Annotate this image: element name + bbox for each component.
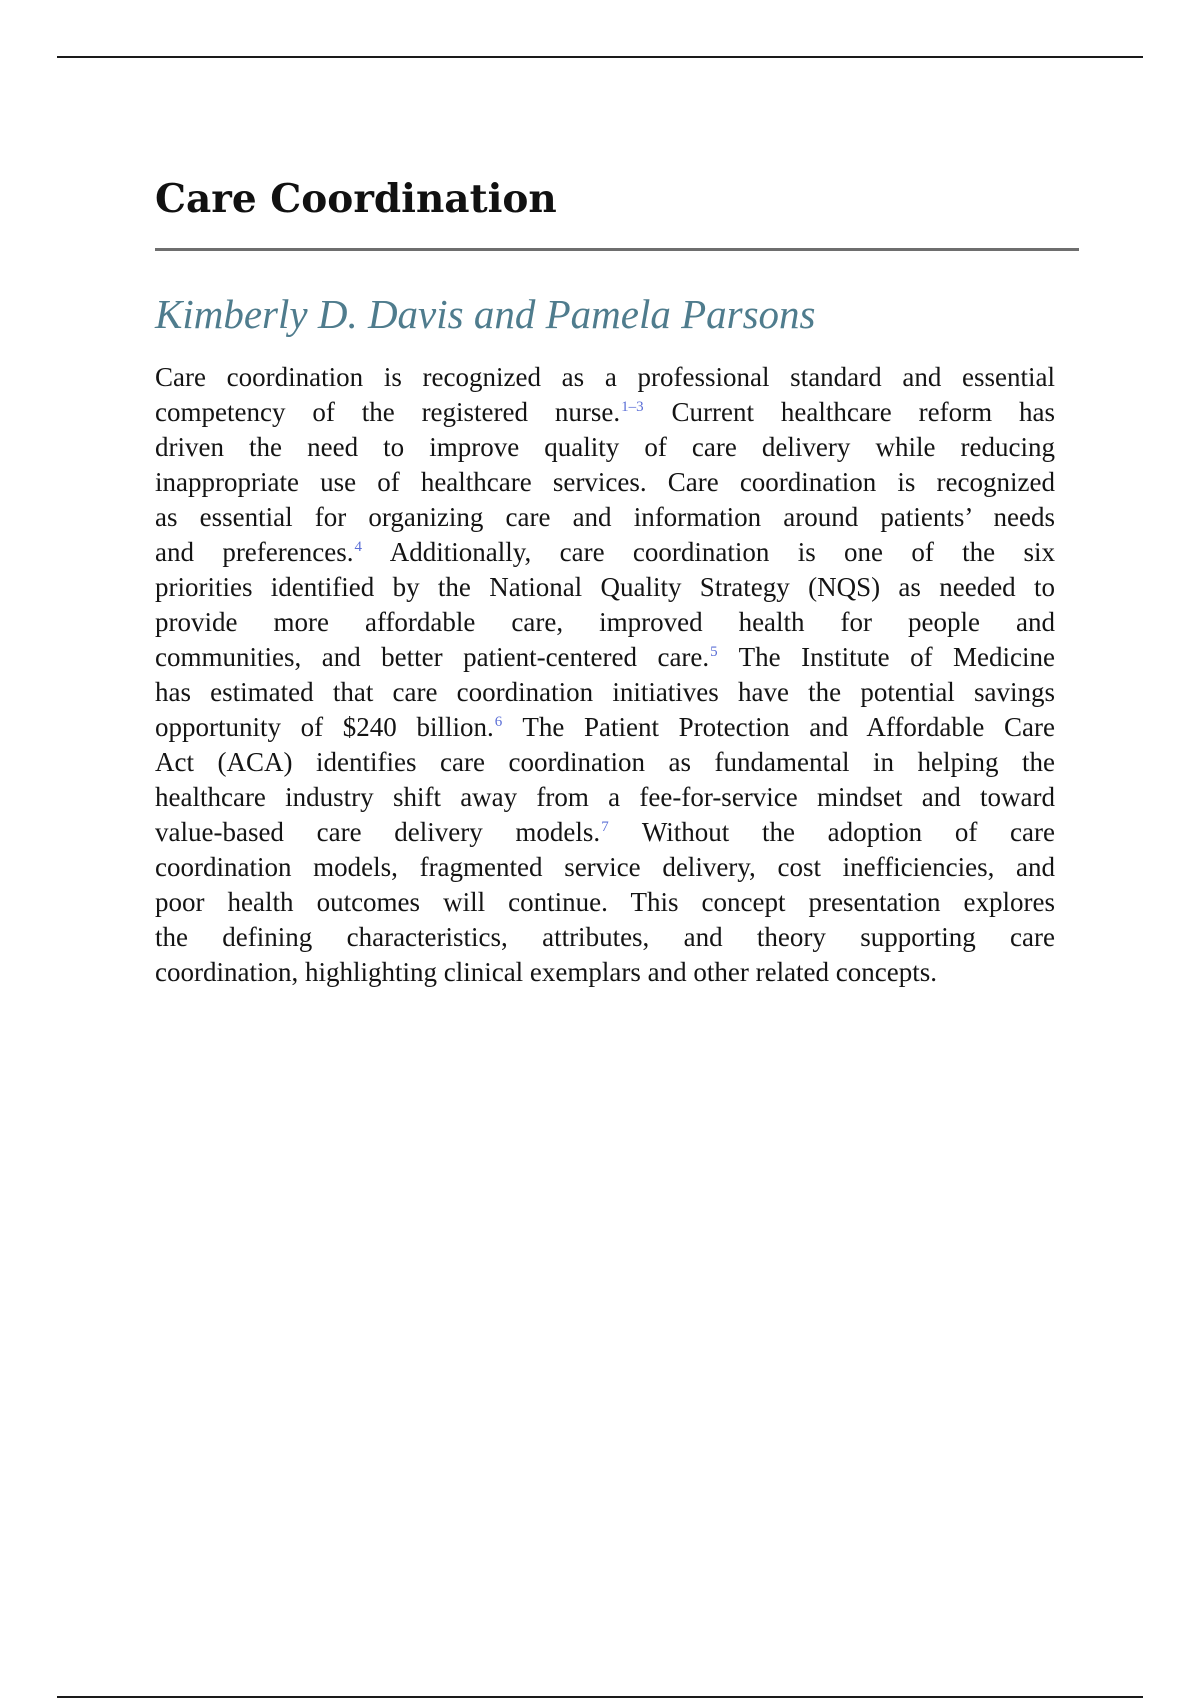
citation-link[interactable]: 5 [710,644,718,660]
chapter-authors: Kimberly D. Davis and Pamela Parsons [155,291,816,337]
body-line: Care coordination is recognized as a professional standard and essential [155,362,1055,392]
body-line: healthcare industry shift away from a fee-for-service mindset and toward [155,782,1055,812]
title-underline-rule [155,248,1079,251]
body-line: opportunity of $240 billion.$^6$ The Patient Protection and Affordable Care [155,712,1055,742]
body-line: the defining characteristics, attributes, and theory supporting care [155,922,1055,952]
body-line: value-based care delivery models.$^7$ Without the adoption of care [155,817,1055,847]
body-line: Act (ACA) identifies care coordination as fundamental in helping the [155,747,1055,777]
body-line: as essential for organizing care and information around patients’ needs [155,502,1055,532]
body-line: inappropriate use of healthcare services. Care coordination is recognized [155,467,1055,497]
body-line: and preferences.$^4$ Additionally, care coordination is one of the six [155,537,1055,567]
body-line: competency of the registered nurse.$^{1-3}$ Current healthcare reform has [155,397,1055,427]
body-line: coordination, highlighting clinical exemplars and other related concepts. [155,957,937,987]
body-line: priorities identified by the National Quality Strategy (NQS) as needed to [155,572,1055,602]
body-line: communities, and better patient-centered care.$^5$ The Institute of Medicine [155,642,1056,672]
body-line: provide more affordable care, improved health for people and [155,607,1055,637]
body-line: driven the need to improve quality of care delivery while reducing [155,432,1055,462]
body-paragraph [155,360,1055,990]
body-line: has estimated that care coordination initiatives have the potential savings [155,677,1055,707]
page-top-rule [57,56,1143,58]
citation-link[interactable]: 6 [494,714,503,730]
citation-link[interactable]: 4 [354,539,362,555]
body-line: poor health outcomes will continue. This concept presentation explores [155,887,1055,917]
body-line: coordination models, fragmented service delivery, cost inefficiencies, and [155,852,1055,882]
page-bottom-rule [57,1696,1143,1698]
citation-link[interactable]: 7 [601,819,609,835]
chapter-title: Care Coordination [155,176,557,222]
citation-link[interactable]: 1–3 [621,399,644,415]
